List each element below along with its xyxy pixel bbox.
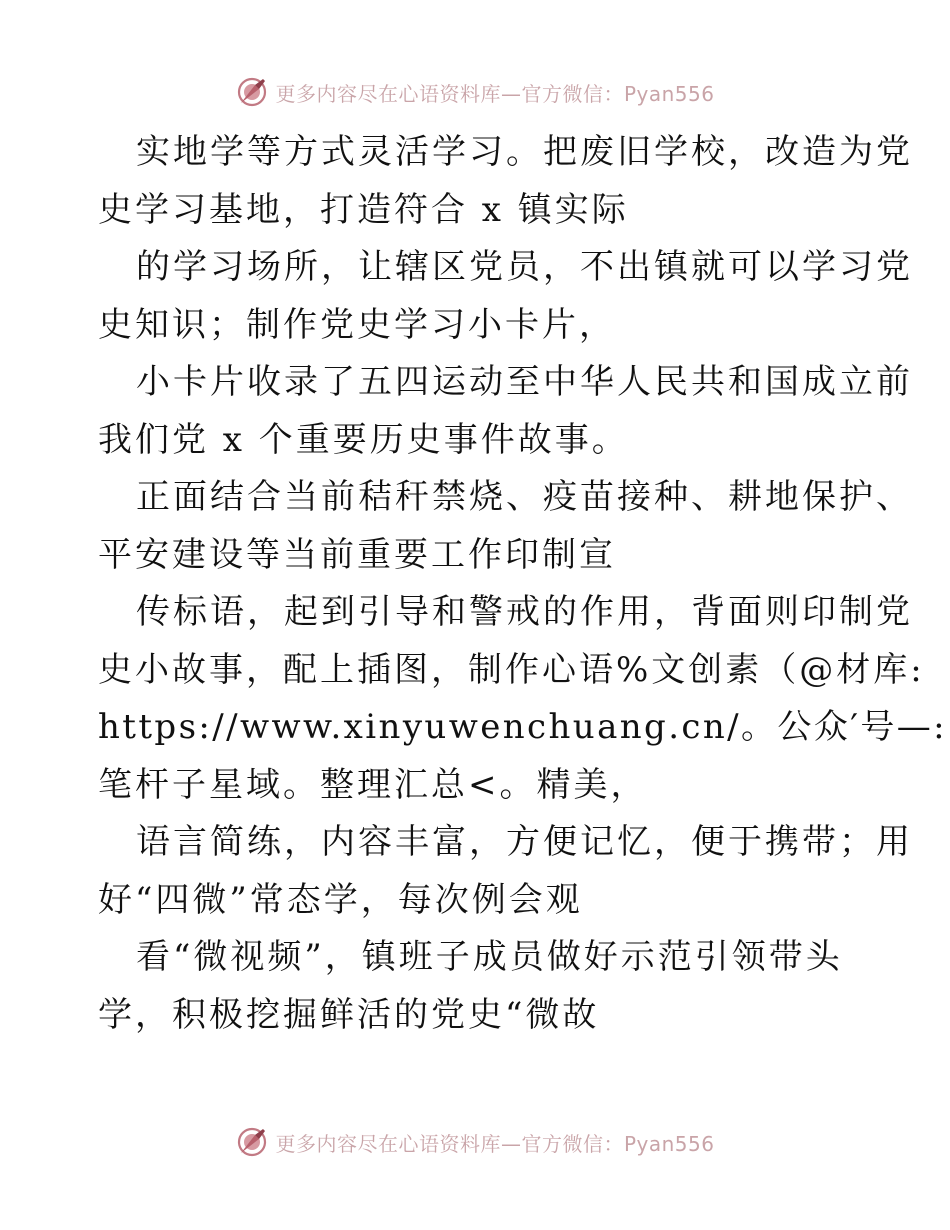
text-line: 史知识；制作党史学习小卡片， [98, 304, 616, 345]
pen-nib-circle-icon [235, 75, 269, 109]
text-line: 语言简练，内容丰富，方便记忆，便于携带；用 [136, 822, 913, 862]
pen-nib-circle-icon [235, 1125, 269, 1159]
footer-watermark [0, 1122, 950, 1162]
watermark-text: 更多内容尽在心语资料库—官方微信：Pyan556 [275, 1131, 715, 1156]
text-line: 学，积极挖掘鲜活的党史“微故 [98, 994, 600, 1035]
watermark-text: 更多内容尽在心语资料库—官方微信：Pyan556 [275, 81, 715, 106]
text-line: 史学习基地，打造符合 x 镇实际 [98, 189, 629, 230]
text-line: 我们党 x 个重要历史事件故事。 [98, 419, 629, 460]
text-line: 笔杆子星域。整理汇总<。精美， [98, 764, 648, 805]
text-line: 平安建设等当前重要工作印制宣 [98, 534, 616, 575]
text-line: 正面结合当前秸秆禁烧、疫苗接种、耕地保护、 [136, 477, 913, 517]
text-line: 小卡片收录了五四运动至中华人民共和国成立前 [136, 362, 913, 402]
text-line: 传标语，起到引导和警戒的作用，背面则印制党 [136, 592, 913, 632]
text-line: https://www.xinyuwenchuang.cn/。公众′号—: [98, 707, 948, 747]
header-watermark [0, 72, 950, 112]
text-line: 的学习场所，让辖区党员，不出镇就可以学习党 [136, 247, 913, 287]
document-body [98, 124, 948, 1044]
text-line: 实地学等方式灵活学习。把废旧学校，改造为党 [136, 132, 913, 172]
text-line: 好“四微”常态学，每次例会观 [98, 879, 583, 920]
text-line: 史小故事，配上插图，制作心语%文创素（@材库: [98, 649, 925, 690]
text-line: 看“微视频”，镇班子成员做好示范引领带头 [136, 937, 843, 977]
